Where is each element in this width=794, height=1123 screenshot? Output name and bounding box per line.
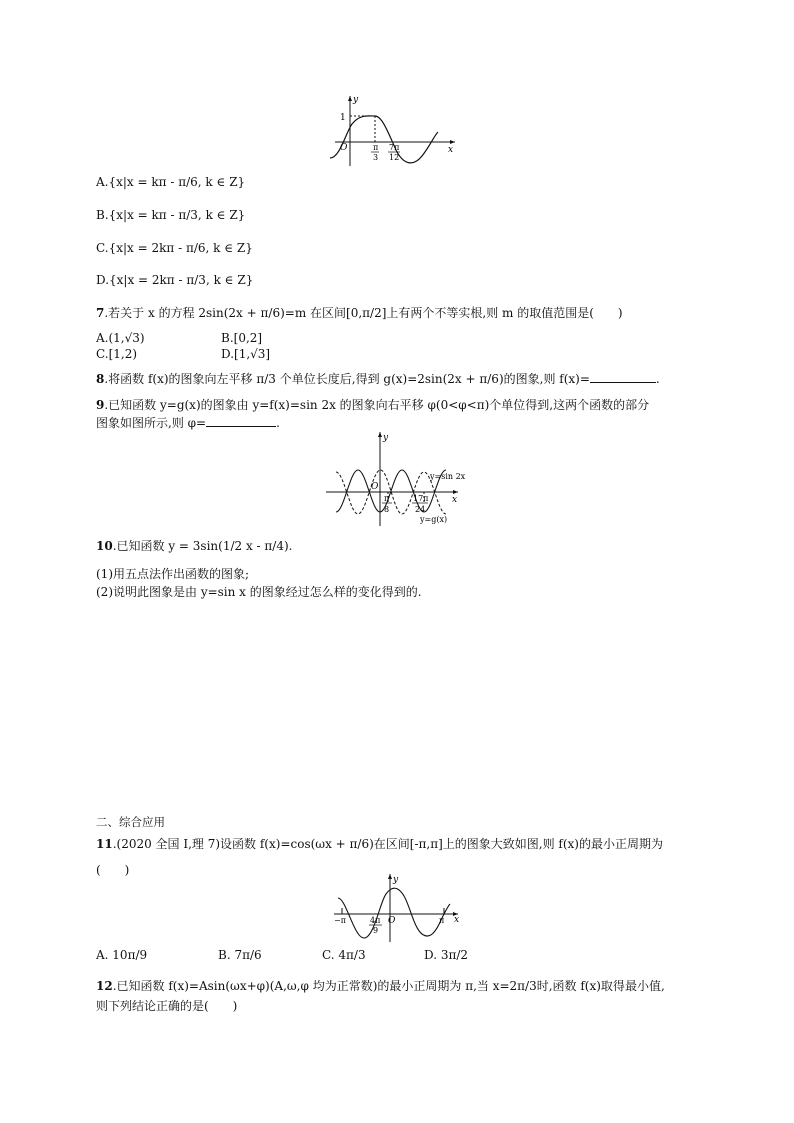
q10-stem: .已知函数 y = 3sin(1/2 x - π/4). <box>112 539 293 553</box>
question-8: 8.将函数 f(x)的图象向左平移 π/3 个单位长度后,得到 g(x)=2sin(2x + π/6)的图象,则 f(x)= . <box>96 372 660 386</box>
q9-text1: .已知函数 y=g(x)的图象由 y=f(x)=sin 2x 的图象向右平移 φ(0<φ<π)个单位得到,这两个函数的部分 <box>104 398 650 412</box>
q7-number: 7 <box>96 306 105 320</box>
fig2-label-sin2x: y=sin 2x <box>430 472 466 481</box>
q12-number: 12 <box>96 979 113 993</box>
fig2-tick-17pi24-den: 24 <box>415 505 426 514</box>
q8-stem: .将函数 f(x)的图象向左平移 π/3 个单位长度后,得到 g(x)=2sin(2x + π/6)的图象,则 f(x)= <box>104 372 590 386</box>
fig3-tick-4pi9-num: 4π <box>370 916 381 925</box>
q11-number: 11 <box>96 837 113 851</box>
figure-1-sine-graph <box>330 92 460 168</box>
q9-number: 9 <box>96 398 105 412</box>
fig3-x-label: x <box>454 915 460 925</box>
q10-part2: (2)说明此图象是由 y=sin x 的图象经过怎么样的变化得到的. <box>96 585 422 599</box>
figure-3-cosine-graph <box>330 872 464 944</box>
option-7b[interactable]: B.[0,2] <box>221 331 263 345</box>
axis-x-label: x <box>448 145 454 155</box>
option-7c[interactable]: C.[1,2) <box>96 347 138 361</box>
q11-stem: .(2020 全国 Ⅰ,理 7)设函数 f(x)=cos(ωx + π/6)在区间[-π,π]上的图象大致如图,则 f(x)的最小正周期为 <box>112 837 663 851</box>
option-7a[interactable]: A.(1,√3) <box>96 331 145 345</box>
tick-pi3-num: π <box>373 143 379 152</box>
question-9-line1 <box>96 397 649 413</box>
tick-one: 1 <box>340 113 346 123</box>
fig3-y-label: y <box>393 875 399 885</box>
option-6a[interactable]: A.{x|x = kπ - π/6, k ∈ Z} <box>96 175 246 189</box>
option-6d[interactable]: D.{x|x = 2kπ - π/3, k ∈ Z} <box>96 273 254 287</box>
q12-text2: 则下列结论正确的是( ) <box>96 999 238 1013</box>
q12-text1: .已知函数 f(x)=Asin(ωx+φ)(A,ω,φ 均为正常数)的最小正周期为 π,当 x=2π/3时,函数 f(x)取得最小值, <box>112 979 665 993</box>
question-9-line2: 图象如图所示,则 φ= . <box>96 416 280 430</box>
option-11b[interactable]: B. 7π/6 <box>218 948 262 962</box>
option-6b[interactable]: B.{x|x = kπ - π/3, k ∈ Z} <box>96 208 246 222</box>
tick-pi3-den: 3 <box>373 153 379 162</box>
fig3-tick-neg-pi: −π <box>334 916 346 925</box>
fig2-y-label: y <box>383 433 389 443</box>
option-11d[interactable]: D. 3π/2 <box>424 948 469 962</box>
option-7d[interactable]: D.[1,√3] <box>221 347 271 361</box>
option-11c[interactable]: C. 4π/3 <box>322 948 366 962</box>
question-11 <box>96 836 663 852</box>
fig3-tick-pi: π <box>439 916 445 925</box>
figure-2-shifted-sine-graph <box>322 428 472 528</box>
question-7 <box>96 305 623 321</box>
question-12-line1 <box>96 978 665 994</box>
q8-answer-blank[interactable] <box>590 371 656 383</box>
fig2-tick-17pi24-num: 17π <box>413 494 429 503</box>
section-heading-2: 二、综合应用 <box>96 815 165 829</box>
fig2-tick-pi8-num: π <box>384 494 390 503</box>
fig2-label-gx: y=g(x) <box>420 515 448 524</box>
q10-part1: (1)用五点法作出函数的图象; <box>96 567 250 581</box>
axis-y-label: y <box>353 95 359 105</box>
fig3-tick-4pi9-den: 9 <box>373 926 379 935</box>
q8-number: 8 <box>96 372 105 386</box>
q10-number: 10 <box>96 539 113 553</box>
q9-text2: 图象如图所示,则 φ= <box>96 416 207 430</box>
q7-stem: .若关于 x 的方程 2sin(2x + π/6)=m 在区间[0,π/2]上有两个不等实根,则 m 的取值范围是( ) <box>104 306 623 320</box>
fig2-tick-pi8-den: 8 <box>384 505 390 514</box>
tick-7pi12-num: 7π <box>389 143 400 152</box>
fig2-x-label: x <box>452 495 458 505</box>
fig2-origin: O <box>371 482 379 492</box>
origin-label: O <box>340 143 348 153</box>
q9-answer-blank[interactable] <box>206 415 276 427</box>
q11-paren: ( ) <box>96 863 130 877</box>
option-11a[interactable]: A. 10π/9 <box>96 948 148 962</box>
fig3-origin: O <box>388 916 396 926</box>
tick-7pi12-den: 12 <box>389 153 400 162</box>
option-6c[interactable]: C.{x|x = 2kπ - π/6, k ∈ Z} <box>96 241 253 255</box>
question-10 <box>96 538 292 554</box>
